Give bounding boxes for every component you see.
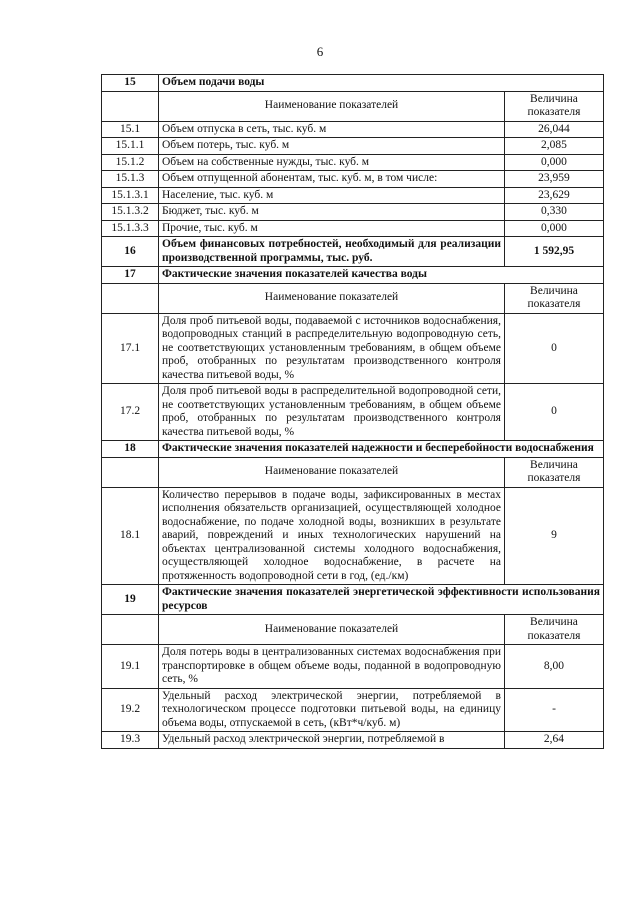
row-value: 8,00 <box>504 645 603 689</box>
row-number: 15.1.3.1 <box>102 187 159 204</box>
header-value: Величина показателя <box>504 457 603 487</box>
section-19-row <box>102 585 604 615</box>
row-label: Количество перерывов в подаче воды, зафиксированных в местах исполнения обязательств организацией, осуществляющей холодное водоснабжение, по подаче холодной воды, возникших в результате аварий, повреждений и иных технологических нарушений на объектах централизованной системы холодного водоснабжения, осуществляющей холодное водоснабжение, в расчете на протяженность водопроводной сети в год, (ед./км) <box>159 487 505 585</box>
section-value: 1 592,95 <box>504 237 603 267</box>
row-number: 15.1.3.2 <box>102 204 159 221</box>
row-number: 15.1.2 <box>102 154 159 171</box>
section-number: 16 <box>102 237 159 267</box>
header-name: Наименование показателей <box>159 457 505 487</box>
table-row <box>102 732 604 749</box>
row-number: 19.2 <box>102 688 159 732</box>
table-header-row <box>102 283 604 313</box>
row-number: 19.1 <box>102 645 159 689</box>
table-row <box>102 171 604 188</box>
header-value: Величина показателя <box>504 283 603 313</box>
row-value: 2,64 <box>504 732 603 749</box>
row-number: 17.2 <box>102 384 159 441</box>
row-number: 15.1.1 <box>102 138 159 155</box>
row-number: 18.1 <box>102 487 159 585</box>
row-label: Объем на собственные нужды, тыс. куб. м <box>159 154 505 171</box>
row-value: 0 <box>504 313 603 384</box>
row-number: 15.1.3 <box>102 171 159 188</box>
table-row <box>102 313 604 384</box>
row-label: Доля проб питьевой воды, подаваемой с источников водоснабжения, водопроводных станций в распределительную водопроводную сеть, не соответствующих установленным требованиям, в общем объеме проб, отобранных по результатам производственного контроля качества питьевой воды, % <box>159 313 505 384</box>
section-title: Фактические значения показателей надежности и бесперебойности водоснабжения <box>159 441 604 458</box>
row-label: Объем потерь, тыс. куб. м <box>159 138 505 155</box>
section-number: 18 <box>102 441 159 458</box>
section-number: 17 <box>102 267 159 284</box>
table-header-row <box>102 91 604 121</box>
table-row <box>102 187 604 204</box>
section-title: Объем финансовых потребностей, необходимый для реализации производственной программы, тыс. руб. <box>159 237 505 267</box>
section-16-row <box>102 237 604 267</box>
section-15-row <box>102 75 604 92</box>
header-value: Величина показателя <box>504 615 603 645</box>
row-value: 0,000 <box>504 220 603 237</box>
row-label: Прочие, тыс. куб. м <box>159 220 505 237</box>
table-row <box>102 384 604 441</box>
header-value: Величина показателя <box>504 91 603 121</box>
row-label: Объем отпущенной абонентам, тыс. куб. м, в том числе: <box>159 171 505 188</box>
indicators-table <box>101 74 604 749</box>
table-row <box>102 121 604 138</box>
table-row <box>102 645 604 689</box>
row-label: Объем отпуска в сеть, тыс. куб. м <box>159 121 505 138</box>
table-row <box>102 154 604 171</box>
table-row <box>102 688 604 732</box>
section-18-row <box>102 441 604 458</box>
row-value: 26,044 <box>504 121 603 138</box>
table-header-row <box>102 615 604 645</box>
row-label: Бюджет, тыс. куб. м <box>159 204 505 221</box>
row-label: Доля потерь воды в централизованных системах водоснабжения при транспортировке в общем объеме воды, поданной в водопроводную сеть, % <box>159 645 505 689</box>
header-name: Наименование показателей <box>159 615 505 645</box>
row-label: Население, тыс. куб. м <box>159 187 505 204</box>
header-name: Наименование показателей <box>159 91 505 121</box>
row-value: 9 <box>504 487 603 585</box>
table-row <box>102 487 604 585</box>
row-label: Доля проб питьевой воды в распределительной водопроводной сети, не соответствующих установленным требованиям, в общем объеме проб, отобранных по результатам производственного контроля качества питьевой воды, % <box>159 384 505 441</box>
table-row <box>102 138 604 155</box>
row-value: 0,330 <box>504 204 603 221</box>
header-name: Наименование показателей <box>159 283 505 313</box>
row-number: 15.1.3.3 <box>102 220 159 237</box>
row-number: 19.3 <box>102 732 159 749</box>
table-row <box>102 220 604 237</box>
row-label: Удельный расход электрической энергии, потребляемой в технологическом процессе подготовки питьевой воды, на единицу объема воды, отпускаемой в сеть, (кВт*ч/куб. м) <box>159 688 505 732</box>
row-number: 17.1 <box>102 313 159 384</box>
section-17-row <box>102 267 604 284</box>
row-number: 15.1 <box>102 121 159 138</box>
section-title: Объем подачи воды <box>159 75 604 92</box>
section-number: 19 <box>102 585 159 615</box>
page-number: 6 <box>316 44 324 59</box>
row-value: 0,000 <box>504 154 603 171</box>
table-header-row <box>102 457 604 487</box>
section-title: Фактические значения показателей энергетической эффективности использования ресурсов <box>159 585 604 615</box>
section-title: Фактические значения показателей качества воды <box>159 267 604 284</box>
row-value: 2,085 <box>504 138 603 155</box>
row-label: Удельный расход электрической энергии, потребляемой в <box>159 732 505 749</box>
table-row <box>102 204 604 221</box>
row-value: - <box>504 688 603 732</box>
row-value: 23,629 <box>504 187 603 204</box>
row-value: 0 <box>504 384 603 441</box>
section-number: 15 <box>102 75 159 92</box>
row-value: 23,959 <box>504 171 603 188</box>
